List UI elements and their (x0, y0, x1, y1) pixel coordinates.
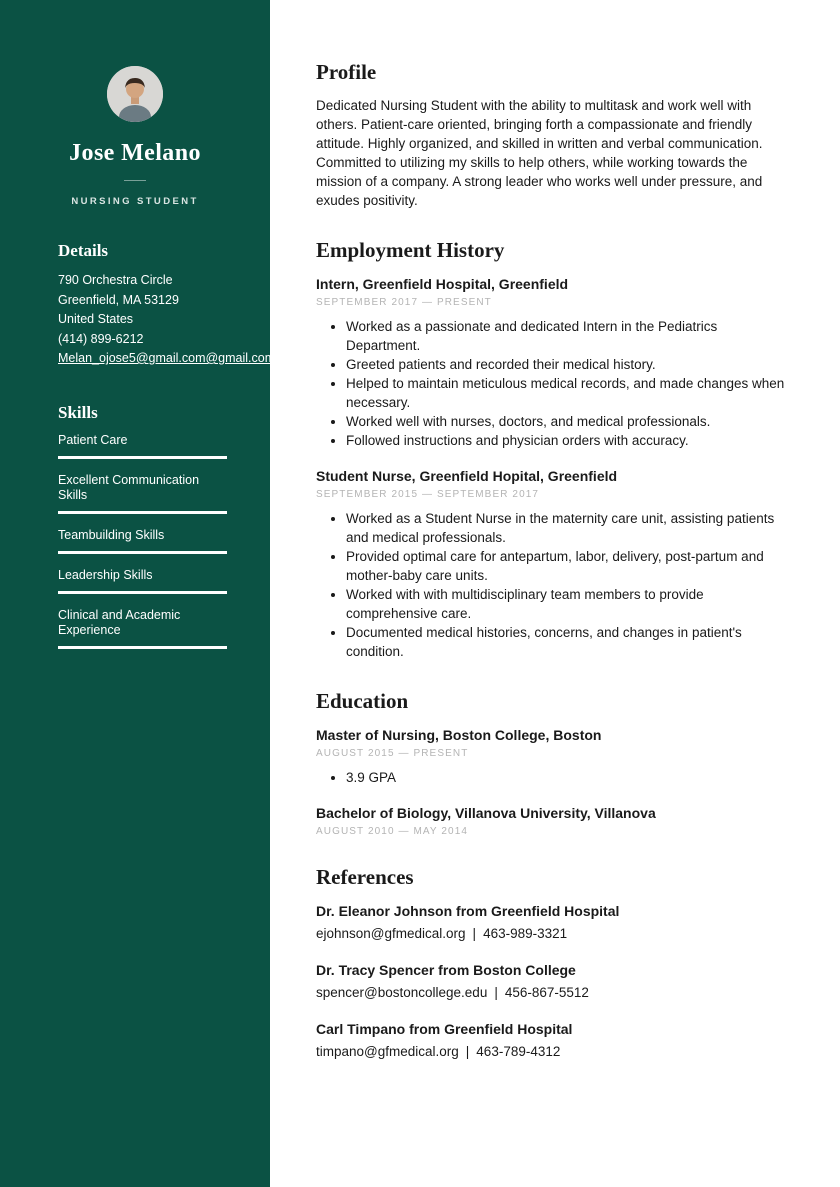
skill-label: Clinical and Academic Experience (58, 607, 181, 637)
separator: | (494, 985, 498, 1000)
skill-level-bar (58, 591, 227, 594)
profile-section (316, 58, 785, 210)
candidate-title: NURSING STUDENT (71, 196, 199, 207)
reference-name: Carl Timpano from Greenfield Hospital (316, 1021, 573, 1037)
reference-email: spencer@bostoncollege.edu (316, 985, 488, 1000)
education-heading: Education (316, 689, 409, 713)
skill-item (58, 568, 227, 594)
separator: | (472, 926, 477, 941)
reference-contact (316, 924, 785, 943)
bullet-item: • Worked as a passionate and dedicated Intern in the Pediatrics Department. (346, 317, 785, 355)
job-dates: SEPTEMBER 2017 — PRESENT (316, 297, 492, 308)
job-entry (316, 274, 785, 450)
education-section (316, 687, 785, 837)
skill-label: Patient Care (58, 432, 128, 447)
bullet-item: • Worked with with multidisciplinary team members to provide comprehensive care. (346, 585, 785, 623)
skill-item (58, 473, 227, 514)
skill-label: Excellent Communication Skills (58, 472, 200, 502)
address-country: United States (58, 312, 134, 326)
main-content (270, 0, 840, 1187)
reference-phone: 463-789-4312 (476, 1044, 561, 1059)
job-title: Intern, Greenfield Hospital, Greenfield (316, 276, 569, 292)
employment-heading: Employment History (316, 238, 505, 262)
skill-item (58, 528, 227, 554)
skill-item (58, 608, 227, 649)
name-divider (124, 180, 146, 181)
skill-label: Leadership Skills (58, 567, 153, 582)
reference-contact (316, 1042, 785, 1061)
profile-text: Dedicated Nursing Student with the ability to multitask and work well with others. Patient-care oriented, bringing forth a compassionate and friendly attitude. Highly organized, and skilled in written and verbal communication. Committed to utilizing my skills to help others, while working towards the mission of a company. A strong leader who works well under pressure, and exudes positivity. (316, 98, 763, 208)
reference-contact (316, 983, 785, 1002)
reference-email: ejohnson@gfmedical.org (316, 926, 466, 941)
job-dates: SEPTEMBER 2015 — SEPTEMBER 2017 (316, 489, 540, 500)
reference-phone: 456-867-5512 (504, 985, 589, 1000)
employment-section (316, 236, 785, 661)
reference-phone: 463-989-3321 (483, 926, 568, 941)
skills-heading: Skills (58, 402, 98, 422)
bullet-item: • Worked as a Student Nurse in the maternity care unit, assisting patients and medical professionals. (346, 509, 785, 547)
address-line-1: 790 Orchestra Circle (58, 273, 173, 287)
job-entry (316, 466, 785, 661)
education-entry (316, 725, 785, 787)
details-heading: Details (58, 241, 109, 260)
education-entry (316, 803, 785, 837)
reference-email: timpano@gfmedical.org (316, 1044, 459, 1059)
reference-entry (316, 901, 785, 943)
sidebar-header (0, 0, 270, 207)
profile-heading: Profile (316, 60, 377, 84)
separator: | (465, 1044, 470, 1059)
skill-level-bar (58, 551, 227, 554)
avatar (107, 66, 163, 122)
bullet-item: • Greeted patients and recorded their medical history. (346, 355, 785, 374)
job-bullet-list (316, 509, 785, 661)
skill-label: Teambuilding Skills (58, 527, 165, 542)
reference-name: Dr. Eleanor Johnson from Greenfield Hospital (316, 903, 620, 919)
address-line-2: Greenfield, MA 53129 (58, 292, 179, 307)
email-link[interactable]: Melan_ojose5@gmail.com@gmail.com (58, 351, 276, 365)
reference-entry (316, 1019, 785, 1061)
reference-entry (316, 960, 785, 1002)
job-title: Student Nurse, Greenfield Hopital, Greenfield (316, 468, 618, 484)
phone-number: (414) 899-6212 (58, 331, 144, 346)
skill-item (58, 433, 227, 459)
avatar-photo (107, 66, 163, 122)
sidebar-body (0, 241, 276, 649)
sidebar (0, 0, 276, 1187)
education-title: Master of Nursing, Boston College, Boston (316, 727, 602, 743)
education-bullet-list (316, 768, 785, 787)
skill-level-bar (58, 511, 227, 514)
bullet-item: • Provided optimal care for antepartum, labor, delivery, post-partum and mother-baby care units. (346, 547, 785, 585)
education-dates: AUGUST 2010 — MAY 2014 (316, 826, 469, 837)
skill-level-bar (58, 456, 227, 459)
reference-name: Dr. Tracy Spencer from Boston College (316, 962, 576, 978)
bullet-item: • Followed instructions and physician orders with accuracy. (346, 431, 785, 450)
references-heading: References (316, 865, 414, 889)
education-title: Bachelor of Biology, Villanova University, Villanova (316, 805, 656, 821)
education-dates: AUGUST 2015 — PRESENT (316, 748, 469, 759)
bullet-item: • Worked well with nurses, doctors, and medical professionals. (346, 412, 785, 431)
candidate-name: Jose Melano (69, 140, 201, 166)
job-bullet-list (316, 317, 785, 450)
bullet-item: • Helped to maintain meticulous medical records, and made changes when necessary. (346, 374, 785, 412)
skill-level-bar (58, 646, 227, 649)
bullet-item: • Documented medical histories, concerns, and changes in patient's condition. (346, 623, 785, 661)
references-section (316, 863, 785, 1061)
bullet-item: • 3.9 GPA (346, 768, 785, 787)
